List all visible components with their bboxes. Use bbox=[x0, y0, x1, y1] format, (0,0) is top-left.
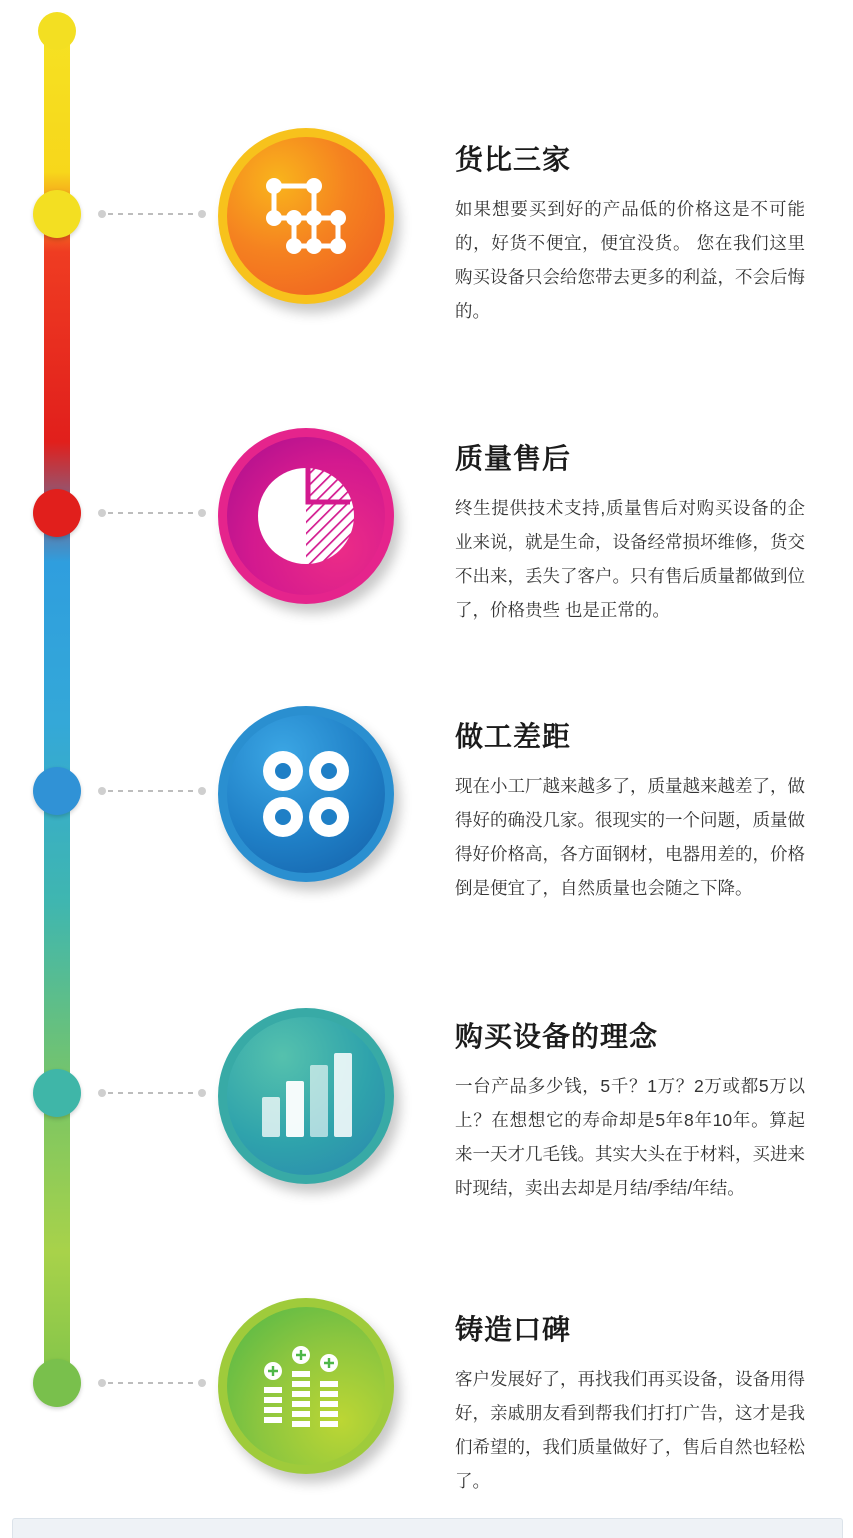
connector-dot-left bbox=[98, 509, 106, 517]
badge-2 bbox=[218, 428, 394, 604]
equalizer-icon bbox=[218, 1298, 394, 1474]
connector-dot-left bbox=[98, 787, 106, 795]
connector-line bbox=[108, 1382, 198, 1384]
item-5-title: 铸造口碑 bbox=[455, 1314, 572, 1345]
connector-2 bbox=[98, 508, 208, 518]
timeline-node-5 bbox=[33, 1359, 81, 1407]
item-4-text bbox=[455, 1015, 805, 1206]
connector-3 bbox=[98, 786, 208, 796]
item-3-title: 做工差距 bbox=[455, 721, 572, 752]
item-4-title: 购买设备的理念 bbox=[455, 1021, 659, 1052]
connector-4 bbox=[98, 1088, 208, 1098]
item-1-body: 如果想要买到好的产品低的价格这是不可能的，好货不便宜，便宜没货。 您在我们这里购买设备只会给您带去更多的利益，不会后悔的。 bbox=[455, 199, 805, 322]
timeline-node-2 bbox=[33, 489, 81, 537]
badge-1 bbox=[218, 128, 394, 304]
pie-chart-icon bbox=[218, 428, 394, 604]
item-2-text bbox=[455, 437, 805, 628]
connector-line bbox=[108, 213, 198, 215]
connector-dot-left bbox=[98, 1379, 106, 1387]
timeline-node-1 bbox=[33, 190, 81, 238]
item-3-text bbox=[455, 715, 805, 906]
connector-line bbox=[108, 512, 198, 514]
timeline-node-3 bbox=[33, 767, 81, 815]
item-3-body: 现在小工厂越来越多了，质量越来越差了，做得好的确没几家。很现实的一个问题，质量做得好价格高，各方面钢材，电器用差的，价格倒是便宜了，自然质量也会随之下降。 bbox=[455, 776, 805, 899]
badge-3 bbox=[218, 706, 394, 882]
item-5-body: 客户发展好了，再找我们再买设备，设备用得好，亲戚朋友看到帮我们打打广告，这才是我们希望的，我们质量做好了，售后自然也轻松了。 bbox=[455, 1369, 805, 1492]
timeline-node-4 bbox=[33, 1069, 81, 1117]
badge-4 bbox=[218, 1008, 394, 1184]
connector-5 bbox=[98, 1378, 208, 1388]
connector-dot-right bbox=[198, 787, 206, 795]
four-circles-icon bbox=[218, 706, 394, 882]
network-nodes-icon bbox=[218, 128, 394, 304]
connector-dot-right bbox=[198, 210, 206, 218]
bar-chart-icon bbox=[218, 1008, 394, 1184]
connector-line bbox=[108, 790, 198, 792]
item-1-title: 货比三家 bbox=[455, 144, 572, 175]
connector-dot-left bbox=[98, 1089, 106, 1097]
connector-dot-right bbox=[198, 509, 206, 517]
connector-dot-right bbox=[198, 1089, 206, 1097]
connector-dot-right bbox=[198, 1379, 206, 1387]
item-4-body: 一台产品多少钱，5千？1万？2万或都5万以上？在想想它的寿命却是5年8年10年。算起来一天才几毛钱。其实大头在于材料，买进来时现结，卖出去却是月结/季结/年结。 bbox=[455, 1076, 805, 1199]
item-5-text bbox=[455, 1308, 805, 1499]
item-2-title: 质量售后 bbox=[455, 443, 572, 474]
item-1-text bbox=[455, 138, 805, 329]
connector-line bbox=[108, 1092, 198, 1094]
timeline-cap-top bbox=[38, 12, 76, 50]
connector-dot-left bbox=[98, 210, 106, 218]
connector-1 bbox=[98, 209, 208, 219]
footer-bar bbox=[12, 1518, 843, 1538]
item-2-body: 终生提供技术支持,质量售后对购买设备的企业来说，就是生命，设备经常损坏维修，货交不出来，丢失了客户。只有售后质量都做到位了，价格贵些 也是正常的。 bbox=[455, 498, 805, 621]
badge-5 bbox=[218, 1298, 394, 1474]
